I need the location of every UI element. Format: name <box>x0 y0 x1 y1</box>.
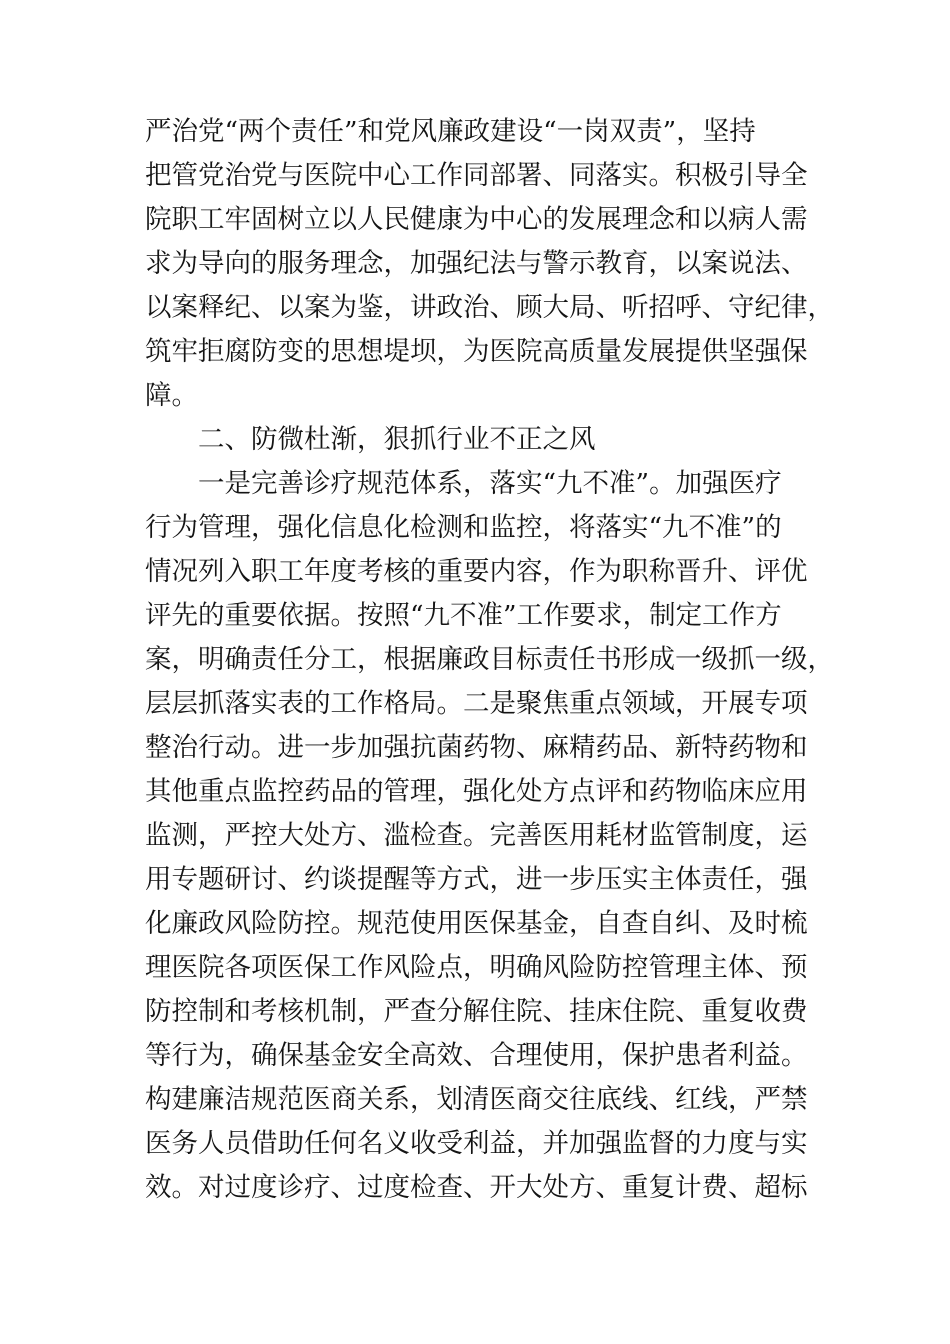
paragraph-line: 层层抓落实表的工作格局。二是聚焦重点领域，开展专项 <box>145 688 808 719</box>
paragraph-line: 防控制和考核机制，严查分解住院、挂床住院、重复收费 <box>145 996 808 1027</box>
paragraph-line: 理医院各项医保工作风险点，明确风险防控管理主体、预 <box>145 952 808 983</box>
paragraph-line: 一是完善诊疗规范体系，落实“九不准”。加强医疗 <box>198 468 782 499</box>
paragraph-line: 构建廉洁规范医商关系，划清医商交往底线、红线，严禁 <box>145 1084 808 1115</box>
paragraph-line: 筑牢拒腐防变的思想堤坝，为医院高质量发展提供坚强保 <box>145 336 808 367</box>
paragraph-line: 行为管理，强化信息化检测和监控，将落实“九不准”的 <box>145 512 782 543</box>
paragraph-line: 以案释纪、以案为鉴，讲政治、顾大局、听招呼、守纪律， <box>145 292 834 323</box>
paragraph-line: 情况列入职工年度考核的重要内容，作为职称晋升、评优 <box>145 556 808 587</box>
paragraph-line: 等行为，确保基金安全高效、合理使用，保护患者利益。 <box>145 1040 808 1071</box>
paragraph-line: 监测，严控大处方、滥检查。完善医用耗材监管制度，运 <box>145 820 808 851</box>
paragraph-line: 求为导向的服务理念，加强纪法与警示教育，以案说法、 <box>145 248 808 279</box>
paragraph-line: 院职工牢固树立以人民健康为中心的发展理念和以病人需 <box>145 204 808 235</box>
paragraph-line: 评先的重要依据。按照“九不准”工作要求，制定工作方 <box>145 600 782 631</box>
section-heading: 二、防微杜渐，狠抓行业不正之风 <box>198 424 596 455</box>
paragraph-line: 医务人员借助任何名义收受利益，并加强监督的力度与实 <box>145 1128 808 1159</box>
paragraph-line: 其他重点监控药品的管理，强化处方点评和药物临床应用 <box>145 776 808 807</box>
paragraph-line: 把管党治党与医院中心工作同部署、同落实。积极引导全 <box>145 160 808 191</box>
paragraph-line: 效。对过度诊疗、过度检查、开大处方、重复计费、超标 <box>145 1172 808 1203</box>
paragraph-line: 案，明确责任分工，根据廉政目标责任书形成一级抓一级， <box>145 644 834 675</box>
paragraph-line: 化廉政风险防控。规范使用医保基金，自查自纠、及时梳 <box>145 908 808 939</box>
paragraph-line: 用专题研讨、约谈提醒等方式，进一步压实主体责任，强 <box>145 864 808 895</box>
paragraph-line: 严治党“两个责任”和党风廉政建设“一岗双责”，坚持 <box>145 116 756 147</box>
paragraph-line: 障。 <box>145 380 198 411</box>
paragraph-line: 整治行动。进一步加强抗菌药物、麻精药品、新特药物和 <box>145 732 808 763</box>
